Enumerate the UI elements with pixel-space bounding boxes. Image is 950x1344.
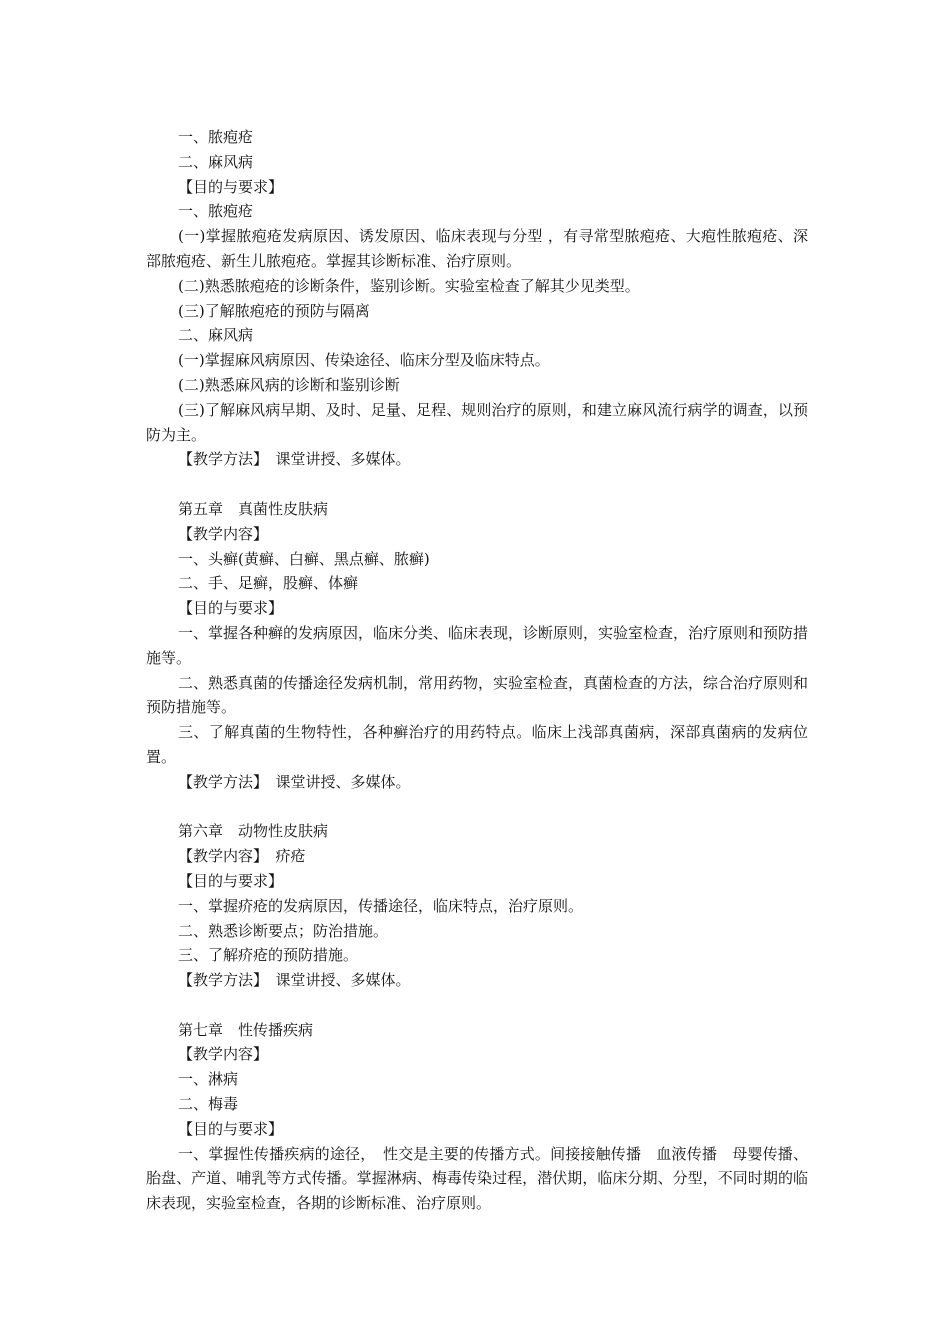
- paragraph-leprosy-understand: (三)了解麻风病早期、及时、足量、足程、规则治疗的原则，和建立麻风流行病学的调查，以预防为主。: [146, 400, 808, 444]
- chapter-title-7: 第七章 性传播疾病: [178, 1020, 314, 1039]
- teaching-method: 【教学方法】 课堂讲授、多媒体。: [178, 971, 411, 990]
- item-tinea-capitis: 一、头癣(黄癣、白癣、黑点癣、脓癣): [178, 549, 430, 568]
- document-page: [146, 125, 808, 1216]
- paragraph-impetigo-familiar: (二)熟悉脓疱疮的诊断条件，鉴别诊断。实验室检查了解其少见类型。: [178, 276, 640, 295]
- paragraph-fungal-understand: 三、了解真菌的生物特性，各种癣治疗的用药特点。临床上浅部真菌病，深部真菌病的发病位置。: [146, 723, 808, 766]
- item-tinea-manuum: 二、手、足癣，股癣、体癣: [178, 574, 359, 593]
- chapter-title-5: 第五章 真菌性皮肤病: [178, 499, 329, 518]
- item-gonorrhea: 一、淋病: [178, 1070, 239, 1089]
- paragraph-leprosy-familiar: (二)熟悉麻风病的诊断和鉴别诊断: [178, 375, 400, 394]
- teaching-method: 【教学方法】 课堂讲授、多媒体。: [178, 772, 411, 791]
- paragraph-std-master: 一、掌握性传播疾病的途径， 性交是主要的传播方式。间接接触传播 血液传播 母婴传播、胎盘、产道、哺乳等方式传播。掌握淋病、梅毒传染过程，潜伏期，临床分期、分型，不同时期的临床表现，实验室检查，各期的诊断标准、治疗原则。: [146, 1144, 808, 1213]
- item-leprosy: 二、麻风病: [178, 152, 254, 171]
- subheading-leprosy: 二、麻风病: [178, 326, 254, 345]
- heading-objectives: 【目的与要求】: [178, 1119, 284, 1138]
- paragraph-scabies-master: 一、掌握疥疮的发病原因，传播途径，临床特点，治疗原则。: [178, 896, 584, 915]
- paragraph-impetigo-understand: (三)了解脓疱疮的预防与隔离: [178, 301, 370, 320]
- item-syphilis: 二、梅毒: [178, 1095, 239, 1114]
- paragraph-leprosy-master: (一)掌握麻风病原因、传染途径、临床分型及临床特点。: [178, 351, 550, 370]
- heading-objectives: 【目的与要求】: [178, 177, 284, 196]
- item-impetigo: 一、脓疱疮: [178, 128, 254, 146]
- section-gap: [146, 993, 808, 1018]
- subheading-impetigo: 一、脓疱疮: [178, 202, 254, 221]
- chapter-title-6: 第六章 动物性皮肤病: [178, 822, 329, 841]
- section-gap: [146, 795, 808, 820]
- heading-teaching-content: 【教学内容】 疥疮: [178, 847, 306, 866]
- paragraph-scabies-familiar: 二、熟悉诊断要点；防治措施。: [178, 921, 389, 940]
- teaching-method: 【教学方法】 课堂讲授、多媒体。: [178, 450, 411, 469]
- section-gap: [146, 472, 808, 497]
- heading-objectives: 【目的与要求】: [178, 599, 284, 618]
- heading-teaching-content: 【教学内容】: [178, 524, 269, 543]
- heading-objectives: 【目的与要求】: [178, 871, 284, 890]
- paragraph-scabies-understand: 三、了解疥疮的预防措施。: [178, 946, 359, 965]
- heading-teaching-content: 【教学内容】: [178, 1045, 269, 1064]
- paragraph-fungal-familiar: 二、熟悉真菌的传播途径发病机制，常用药物，实验室检查，真菌检查的方法，综合治疗原则和预防措施等。: [146, 673, 809, 717]
- paragraph-impetigo-master: (一)掌握脓疱疮发病原因、诱发原因、临床表现与分型 ，有寻常型脓疱疮、大疱性脓疱疮、深部脓疱疮、新生儿脓疱疮。掌握其诊断标准、治疗原则。: [146, 227, 808, 270]
- paragraph-fungal-master: 一、掌握各种癣的发病原因，临床分类、临床表现，诊断原则，实验室检查，治疗原则和预防措施等。: [146, 623, 809, 667]
